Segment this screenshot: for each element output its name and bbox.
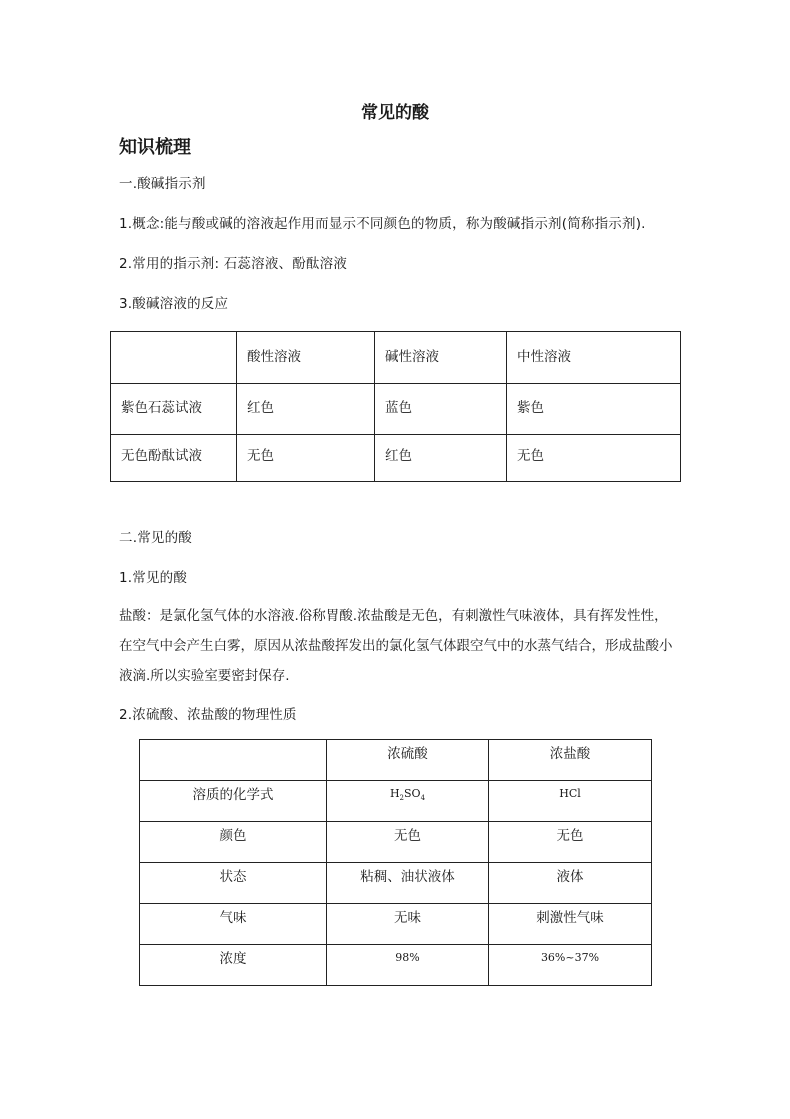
page-title: 常见的酸 — [361, 103, 429, 123]
table-cell: 36%~37% — [489, 945, 652, 986]
part2-common-acids: 1.常见的酸 — [119, 570, 188, 586]
table-cell: 无色 — [237, 435, 375, 482]
formula-h2so4: $H_2SO_4$ — [327, 781, 489, 822]
part1-reaction-heading: 3.酸碱溶液的反应 — [119, 296, 229, 312]
part1-indicators: 2.常用的指示剂: 石蕊溶液、酚酞溶液 — [119, 256, 348, 272]
table-row — [140, 863, 652, 904]
table-cell: 酸性溶液 — [237, 332, 375, 384]
table-cell: 无色 — [489, 822, 652, 863]
table-cell: 气味 — [140, 904, 327, 945]
table-cell: 紫色 — [507, 384, 681, 435]
table-cell: 粘稠、油状液体 — [327, 863, 489, 904]
table-row — [111, 332, 681, 384]
hydrochloric-acid-paragraph: 盐酸：是氯化氢气体的水溶液.俗称胃酸.浓盐酸是无色，有刺激性气味液体，具有挥发性性，在空气中会产生白雾，原因从浓盐酸挥发出的氯化氢气体跟空气中的水蒸气结合，形成盐酸小液滴.所以实验室要密封保存. — [119, 608, 673, 684]
table-cell: 无味 — [327, 904, 489, 945]
table-cell: 刺激性气味 — [489, 904, 652, 945]
table-cell: 液体 — [489, 863, 652, 904]
indicator-table — [110, 331, 681, 482]
acid-properties-table — [139, 739, 652, 986]
part1-concept: 1.概念:能与酸或碱的溶液起作用而显示不同颜色的物质，称为酸碱指示剂(简称指示剂). — [119, 216, 646, 232]
table-cell: 颜色 — [140, 822, 327, 863]
table-cell — [111, 332, 237, 384]
part2-physical-properties: 2.浓硫酸、浓盐酸的物理性质 — [119, 707, 297, 723]
formula-hcl: HCl — [489, 781, 652, 822]
section-heading: 知识梳理 — [119, 137, 191, 158]
table-cell: 红色 — [375, 435, 507, 482]
table-row — [140, 822, 652, 863]
table-row — [140, 945, 652, 986]
part1-heading: 一.酸碱指示剂 — [119, 176, 206, 192]
table-cell: 中性溶液 — [507, 332, 681, 384]
table-cell: 溶质的化学式 — [140, 781, 327, 822]
table-cell: 紫色石蕊试液 — [111, 384, 237, 435]
table-cell: 状态 — [140, 863, 327, 904]
table-row — [111, 384, 681, 435]
part2-heading: 二.常见的酸 — [119, 530, 192, 546]
table-cell: 98% — [327, 945, 489, 986]
table-cell: 蓝色 — [375, 384, 507, 435]
table-row — [140, 904, 652, 945]
table-cell: 浓度 — [140, 945, 327, 986]
table-cell: 浓硫酸 — [327, 740, 489, 781]
table-cell: 无色 — [507, 435, 681, 482]
table-cell: 碱性溶液 — [375, 332, 507, 384]
table-cell — [140, 740, 327, 781]
table-cell: 浓盐酸 — [489, 740, 652, 781]
table-cell: 无色 — [327, 822, 489, 863]
table-row — [140, 781, 652, 822]
table-cell: 无色酚酞试液 — [111, 435, 237, 482]
table-cell: 红色 — [237, 384, 375, 435]
table-row — [140, 740, 652, 781]
table-row — [111, 435, 681, 482]
